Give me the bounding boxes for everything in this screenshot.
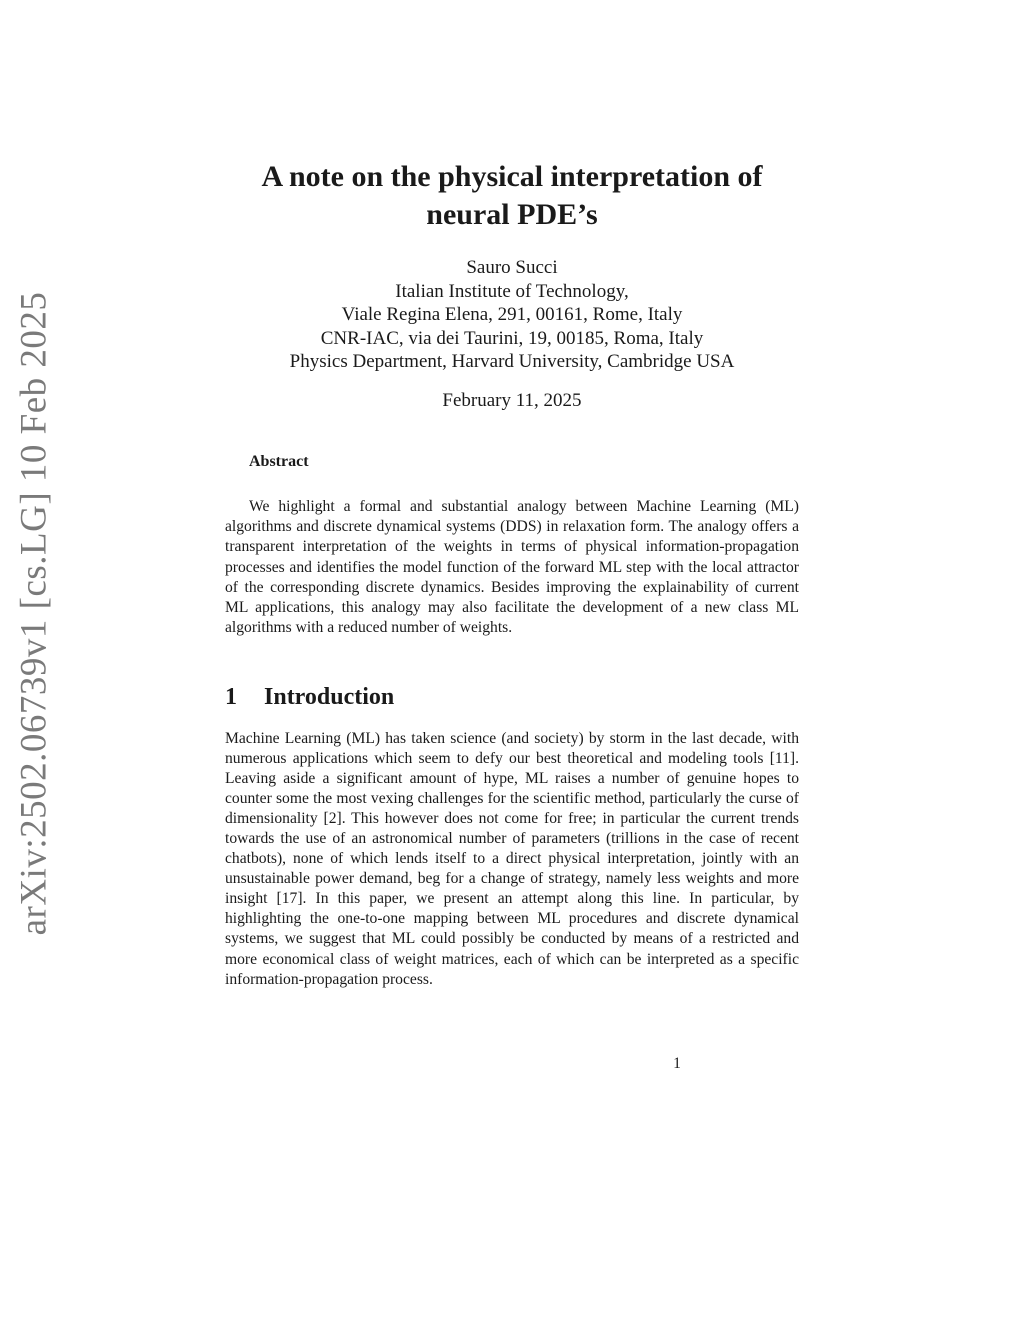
abstract-heading: Abstract [249, 453, 309, 470]
paper-title [0, 158, 1024, 234]
section-heading [225, 684, 394, 711]
title-line: A note on the physical interpretation of [261, 160, 763, 193]
publication-date: February 11, 2025 [442, 390, 582, 411]
author-block [0, 256, 1024, 374]
section-title: Introduction [264, 684, 395, 710]
affiliation-line: Viale Regina Elena, 291, 00161, Rome, Italy [341, 304, 683, 325]
author-name: Sauro Succi [466, 257, 558, 278]
introduction-text: Machine Learning (ML) has taken science (and society) by storm in the last decade, with numerous applications which seem to defy our best theoretical and modeling tools [11]. Leaving aside a significant amount of hype, ML raises a number of genuine hopes to counter some the most vexing challenges for the scientific method, particularly the curse of dimensionality [2]. This however does not come for free; in particular the current trends towards the use of an astronomical number of parameters (trillions in the case of recent chatbots), none of which lends itself to a direct physical interpretation, jointly with an unsustainable power demand, beg for a change of strategy, namely less weights and more insight [17]. In this paper, we present an attempt along this line. In particular, by highlighting the one-to-one mapping between ML procedures and discrete dynamical systems, we suggest that ML could possibly be conducted by means of a restricted and more economical class of weight matrices, each of which can be interpreted as a specific information-propagation process. [225, 730, 799, 988]
affiliation-line: Physics Department, Harvard University, Cambridge USA [289, 351, 735, 372]
abstract-text: We highlight a formal and substantial analogy between Machine Learning (ML) algorithms and discrete dynamical systems (DDS) in relaxation form. The analogy offers a transparent interpretation of the weights in terms of physical information-propagation processes and identifies the model function of the forward ML step with the local attractor of the corresponding discrete dynamics. Besides improving the explainability of current ML applications, this analogy may also facilitate the development of a new class ML algorithms with a reduced number of weights. [225, 498, 799, 637]
affiliation-line: CNR-IAC, via dei Taurini, 19, 00185, Roma, Italy [320, 327, 704, 349]
page-number: 1 [673, 1055, 681, 1072]
affiliation-line: Italian Institute of Technology, [395, 280, 629, 302]
section-number: 1 [225, 684, 237, 710]
arxiv-identifier: arXiv:2502.06739v1 [cs.LG] 10 Feb 2025 [13, 291, 55, 935]
title-line: neural PDE’s [426, 198, 598, 231]
